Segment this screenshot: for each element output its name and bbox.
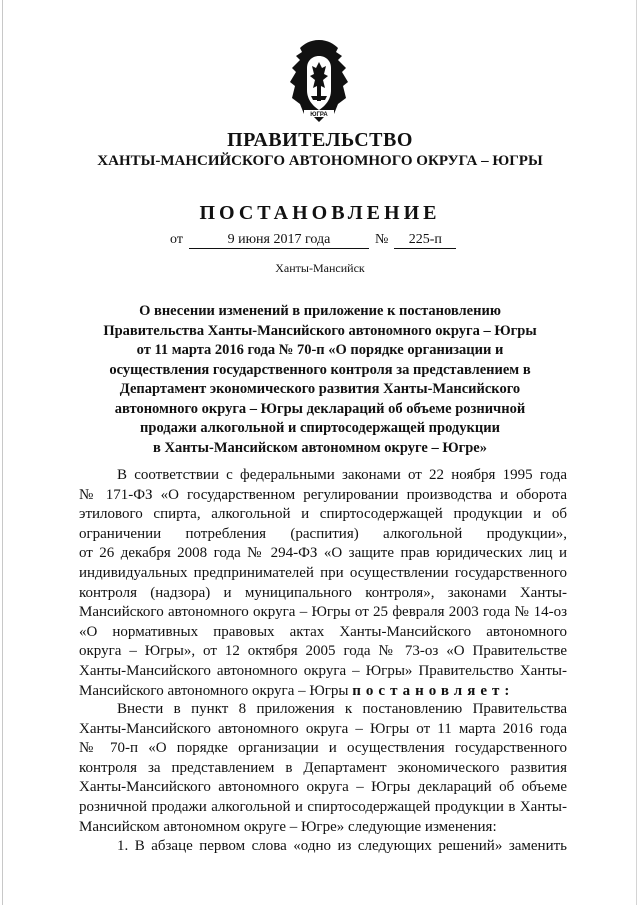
- government-region: ХАНТЫ-МАНСИЙСКОГО АВТОНОМНОГО ОКРУГА – ЮГРЫ: [97, 153, 543, 169]
- subject-line: осуществления государственного контроля за представлением в: [109, 361, 531, 378]
- text-line: Мансийском автономном округе – Югре» следующие изменения:: [79, 818, 497, 835]
- decree-word: постановляет: [352, 682, 505, 699]
- document-subject: [85, 302, 555, 458]
- text-line: ограничении потребления (распития) алкогольной продукции»,: [79, 525, 567, 542]
- subject-line: в Ханты-Мансийском автономном округе – Югре»: [153, 439, 487, 456]
- text-line: Ханты-Мансийского автономного округа – Югры деклараций об объеме: [79, 779, 567, 796]
- text-line: индивидуальных предпринимателей при осуществлении государственного: [79, 564, 567, 581]
- text-line: этилового спирта, алкогольной и спиртосодержащей продукции и об: [79, 506, 567, 523]
- text-fragment: :: [504, 682, 510, 699]
- text-line: Ханты-Мансийского автономного округа – Югры от 11 марта 2016 года: [79, 720, 567, 737]
- subject-line: Правительства Ханты-Мансийского автономного округа – Югры: [103, 322, 537, 339]
- text-line: [79, 682, 567, 702]
- city-name: Ханты-Мансийск: [275, 261, 365, 275]
- text-line: № 171-ФЗ «О государственном регулировании производства и оборота: [79, 486, 567, 503]
- text-line: контроля (надзора) и муниципального контроля», законами Ханты-: [79, 584, 567, 601]
- text-line: розничной продажи алкогольной и спиртосодержащей продукции в Ханты-: [79, 798, 567, 815]
- preamble-paragraph: [79, 466, 567, 701]
- text-line: Мансийского автономного округа – Югры от 25 февраля 2003 года № 14-оз: [79, 604, 567, 621]
- text-line: № 70-п «О порядке организации и осуществления государственного: [79, 740, 567, 757]
- operative-paragraph: [79, 700, 567, 857]
- number-prefix: №: [374, 232, 389, 247]
- date-prefix: от: [170, 232, 183, 247]
- document-type-heading: ПОСТАНОВЛЕНИЕ: [199, 202, 441, 224]
- text-line: контроля за представлением в Департамент экономического развития: [79, 759, 567, 776]
- item-1-line: 1. В абзаце первом слова «одно из следующих решений» заменить: [117, 838, 567, 855]
- text-line: Ханты-Мансийского автономного округа – Югры» Правительство Ханты-: [79, 662, 567, 679]
- coat-of-arms-emblem: [280, 38, 358, 124]
- text-fragment: Мансийского автономного округа – Югры: [79, 682, 349, 699]
- subject-line: от 11 марта 2016 года № 70-п «О порядке организации и: [136, 342, 504, 358]
- date-number-line: [170, 232, 456, 249]
- government-title: ПРАВИТЕЛЬСТВО: [227, 129, 413, 151]
- text-line: «О нормативных правовых актах Ханты-Мансийского автономного: [79, 623, 567, 640]
- subject-line: автономного округа – Югры деклараций об объеме розничной: [114, 400, 526, 417]
- text-line: В соответствии с федеральными законами от 22 ноября 1995 года: [117, 467, 567, 483]
- subject-line: продажи алкогольной и спиртосодержащей продукции: [140, 420, 500, 436]
- subject-line: Департамент экономического развития Ханты-Мансийского: [119, 381, 521, 397]
- subject-line: О внесении изменений в приложение к постановлению: [139, 303, 501, 319]
- emblem-label: ЮГРА: [310, 112, 328, 118]
- text-line: от 26 декабря 2008 года № 294-ФЗ «О защите прав юридических лиц и: [79, 545, 567, 562]
- document-number: 225-п: [394, 232, 456, 249]
- text-line: Внести в пункт 8 приложения к постановлению Правительства: [117, 701, 567, 717]
- text-line: округа – Югры», от 12 октября 2005 года № 73-оз «О Правительстве: [79, 643, 567, 660]
- document-date: 9 июня 2017 года: [189, 232, 369, 249]
